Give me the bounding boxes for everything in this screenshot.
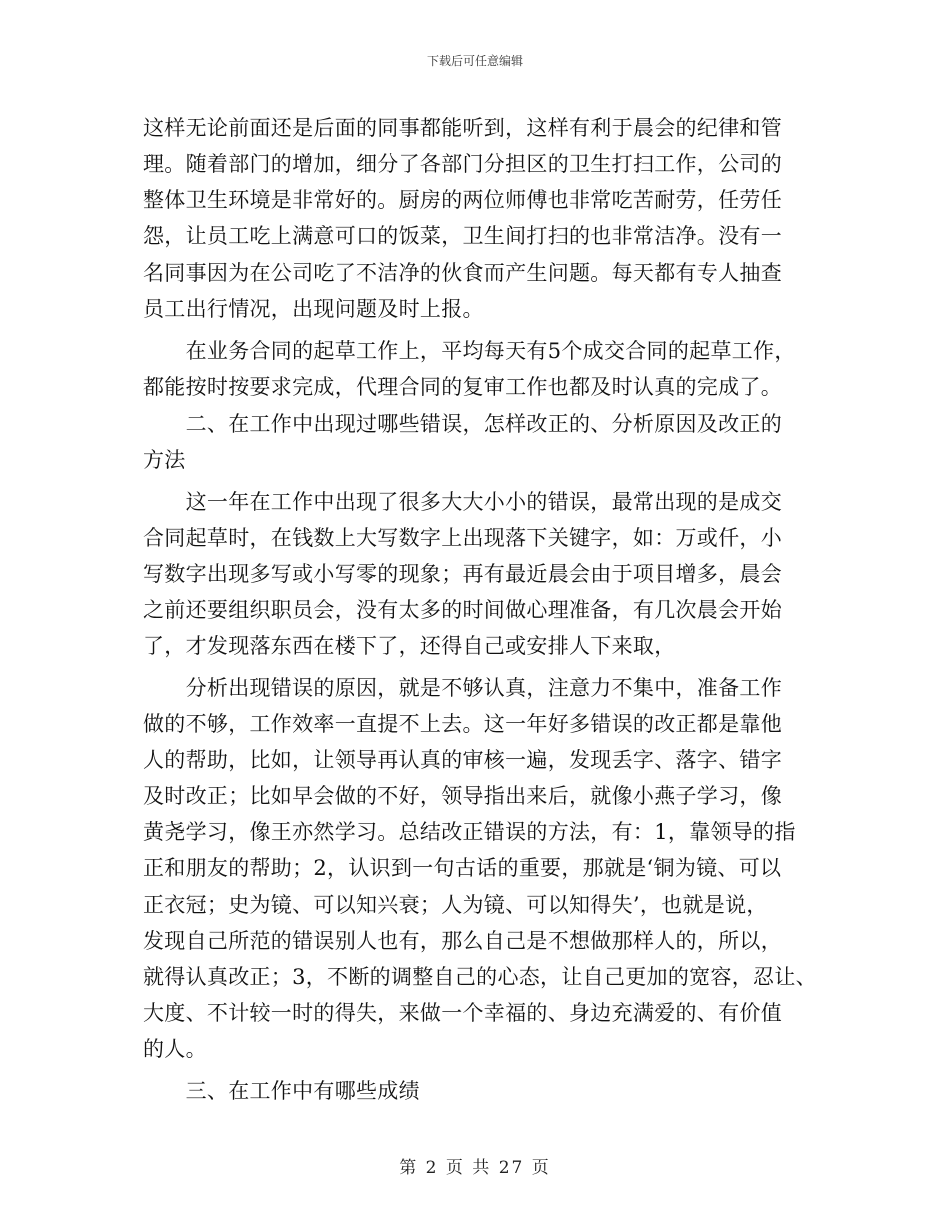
text-line: 名同事因为在公司吃了不洁净的伙食而产生问题。每天都有专人抽查 (143, 261, 782, 285)
text-line: 正和朋友的帮助；2，认识到一句古话的重要，那就是‘铜为镜、可以 (143, 856, 782, 880)
text-line: 大度、不计较一时的得失，来做一个幸福的、身边充满爱的、有价值 (143, 1001, 782, 1025)
page-number-footer: 第 2 页 共 27 页 (399, 1158, 551, 1178)
text-line: 理。随着部门的增加，细分了各部门分担区的卫生打扫工作，公司的 (143, 152, 782, 176)
text-line: 怨，让员工吃上满意可口的饭菜，卫生间打扫的也非常洁净。没有一 (143, 224, 782, 248)
text-line: 员工出行情况，出现问题及时上报。 (143, 297, 484, 321)
text-line: 都能按时按要求完成，代理合同的复审工作也都及时认真的完成了。 (143, 375, 782, 399)
text-line: 二、在工作中出现过哪些错误，怎样改正的、分析原因及改正的 (143, 412, 782, 436)
text-line: 三、在工作中有哪些成绩 (143, 1079, 420, 1103)
text-line: 合同起草时，在钱数上大写数字上出现落下关键字，如：万或仟，小 (143, 526, 782, 550)
text-line: 及时改正；比如早会做的不好，领导指出来后，就像小燕子学习，像 (143, 784, 782, 808)
text-line: 的人。 (143, 1037, 207, 1061)
text-line: 这一年在工作中出现了很多大大小小的错误，最常出现的是成交 (143, 490, 782, 514)
text-line: 了，才发现落东西在楼下了，还得自己或安排人下来取， (143, 634, 676, 658)
text-line: 人的帮助，比如，让领导再认真的审核一遍，发现丢字、落字、错字 (143, 748, 782, 772)
text-line: 就得认真改正；3，不断的调整自己的心态，让自己更加的宽容，忍让、 (143, 965, 817, 989)
text-line: 方法 (143, 448, 186, 472)
text-line: 在业务合同的起草工作上，平均每天有5个成交合同的起草工作， (143, 339, 796, 363)
text-line: 之前还要组织职员会，没有太多的时间做心理准备，有几次晨会开始 (143, 598, 782, 622)
text-line: 做的不够，工作效率一直提不上去。这一年好多错误的改正都是靠他 (143, 712, 782, 736)
text-line: 黄尧学习，像王亦然学习。总结改正错误的方法，有：1，靠领导的指 (143, 820, 796, 844)
page-header: 下载后可任意编辑 (426, 54, 523, 68)
text-line: 分析出现错误的原因，就是不够认真，注意力不集中，准备工作 (143, 676, 782, 700)
text-line: 整体卫生环境是非常好的。厨房的两位师傅也非常吃苦耐劳，任劳任 (143, 188, 782, 212)
text-line: 这样无论前面还是后面的同事都能听到，这样有利于晨会的纪律和管 (143, 116, 782, 140)
text-line: 写数字出现多写或小写零的现象；再有最近晨会由于项目增多，晨会 (143, 562, 782, 586)
text-line: 发现自己所范的错误别人也有，那么自己是不想做那样人的，所以， (143, 929, 782, 953)
text-line: 正衣冠；史为镜、可以知兴衰；人为镜、可以知得失’，也就是说， (143, 893, 768, 917)
